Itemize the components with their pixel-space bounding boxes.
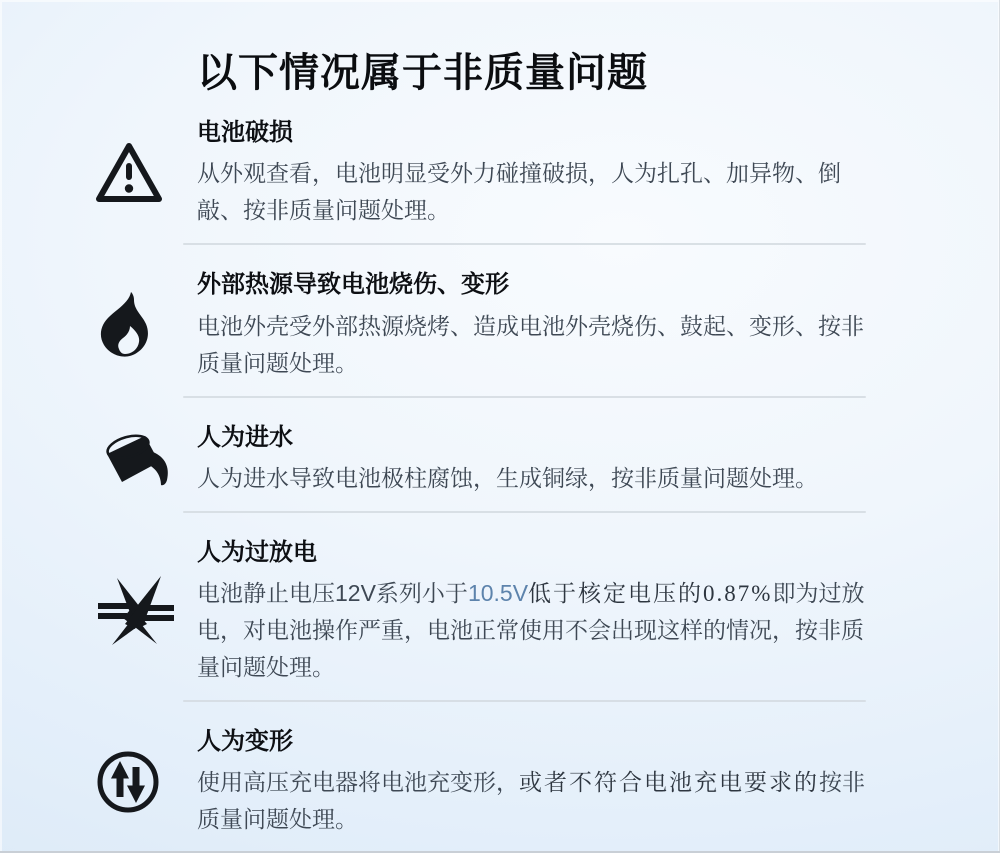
- section-divider: [183, 700, 866, 702]
- body-text-run: 使用高压充电器将电池充变形，: [197, 769, 519, 796]
- body-text-run: 电池静止电压12V系列小于: [197, 579, 468, 606]
- sections: [95, 117, 872, 838]
- section-title: 外部热源导致电池烧伤、变形: [197, 271, 509, 299]
- section-title: 人为进水: [197, 423, 293, 451]
- barbed-wire-icon: [95, 572, 197, 650]
- section-title: 电池破损: [197, 119, 293, 147]
- section-body: [197, 764, 872, 838]
- flame-icon: [95, 290, 197, 360]
- section-external-heat-burn: [95, 269, 872, 381]
- section-text: [197, 422, 872, 497]
- section-water-ingress: [95, 422, 872, 497]
- section-text: [197, 269, 872, 381]
- section-over-discharge: [95, 537, 872, 686]
- section-text: [197, 117, 872, 229]
- section-text: [197, 537, 872, 686]
- warning-triangle-icon: [95, 141, 197, 205]
- up-down-arrows-icon: [95, 749, 197, 815]
- body-text-run: 低于核定电压的0.87%: [528, 580, 773, 606]
- page-title: 以下情况属于非质量问题: [197, 51, 648, 95]
- body-text-run: 即为过放电，对电池操作严重，电池正常使用不会出现这样的情况，按非质量问题处理。: [197, 579, 865, 680]
- section-text: [197, 726, 872, 838]
- body-text-run: 10.5V: [467, 579, 529, 606]
- body-text-run: 人为进水导致电池极柱腐蚀，生成铜绿，按非质量问题处理。: [197, 464, 818, 491]
- section-body: [197, 308, 872, 382]
- section-divider: [183, 396, 866, 398]
- section-title: 人为变形: [197, 727, 293, 755]
- body-text-run: 电池外壳受外部热源烧烤、造成电池外壳烧伤、鼓起、变形、按非质量问题处理。: [197, 312, 864, 376]
- water-pour-icon: [95, 424, 197, 494]
- body-text-run: 从外观查看，电池明显受外力碰撞破损，人为扎孔、加异物、倒敲、按非质量问题处理。: [197, 160, 841, 224]
- body-text-run: 按非质量问题处理。: [197, 769, 865, 833]
- section-divider: [183, 243, 866, 245]
- section-divider: [183, 511, 866, 513]
- section-body: [197, 155, 872, 229]
- section-title: 人为过放电: [197, 538, 317, 566]
- section-battery-damage: [95, 117, 872, 229]
- section-man-made-deformation: [95, 726, 872, 838]
- section-body: [197, 460, 872, 497]
- body-text-run: 或者不符合电池充电要求的: [519, 770, 819, 796]
- section-body: [197, 575, 872, 686]
